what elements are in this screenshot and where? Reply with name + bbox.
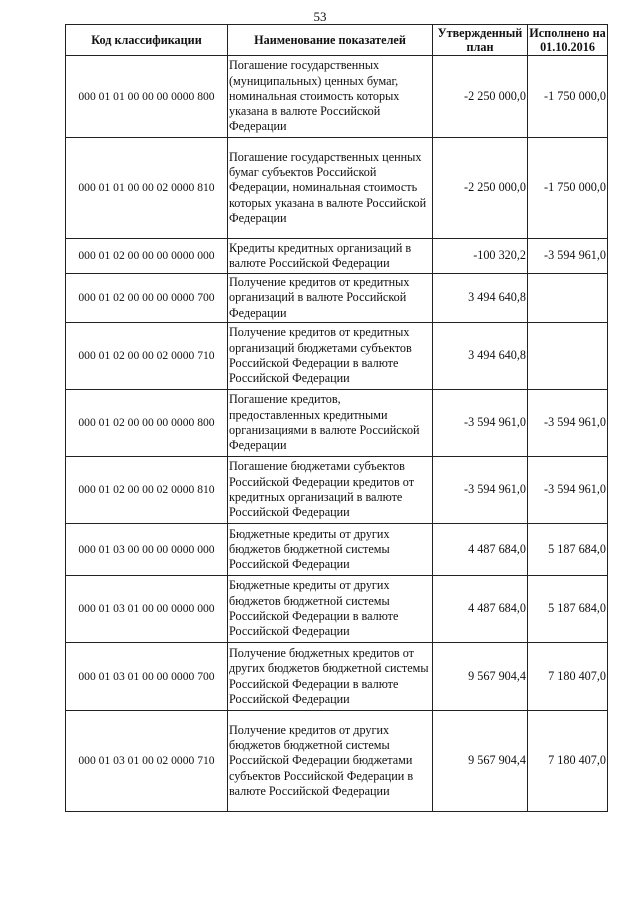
row-code: 000 01 01 00 00 02 0000 810 xyxy=(66,138,228,239)
row-done: -3 594 961,0 xyxy=(528,457,608,524)
row-code: 000 01 02 00 00 02 0000 810 xyxy=(66,457,228,524)
budget-table xyxy=(65,24,608,812)
table-row xyxy=(66,274,608,323)
row-done: -3 594 961,0 xyxy=(528,390,608,457)
row-done: 7 180 407,0 xyxy=(528,711,608,812)
row-name: Получение бюджетных кредитов от других бюджетов бюджетной системы Российской Федерации в валюте Российской Федерации xyxy=(228,643,433,711)
header-name: Наименование показателей xyxy=(228,25,433,56)
row-name: Погашение бюджетами субъектов Российской Федерации кредитов от кредитных организаций в валюте Российской Федерации xyxy=(228,457,433,524)
row-plan: -3 594 961,0 xyxy=(433,457,528,524)
header-plan: Утвержденный план xyxy=(433,25,528,56)
table-row xyxy=(66,323,608,390)
row-name: Кредиты кредитных организаций в валюте Российской Федерации xyxy=(228,239,433,274)
row-plan: 9 567 904,4 xyxy=(433,711,528,812)
row-plan: 4 487 684,0 xyxy=(433,576,528,643)
row-code: 000 01 02 00 00 00 0000 700 xyxy=(66,274,228,323)
row-done xyxy=(528,323,608,390)
row-done: 7 180 407,0 xyxy=(528,643,608,711)
row-code: 000 01 03 01 00 02 0000 710 xyxy=(66,711,228,812)
table-row xyxy=(66,524,608,576)
row-name: Получение кредитов от кредитных организаций бюджетами субъектов Российской Федерации в валюте Российской Федерации xyxy=(228,323,433,390)
table-row xyxy=(66,576,608,643)
row-plan: -2 250 000,0 xyxy=(433,56,528,138)
row-code: 000 01 02 00 00 00 0000 000 xyxy=(66,239,228,274)
row-code: 000 01 01 00 00 00 0000 800 xyxy=(66,56,228,138)
row-plan: 3 494 640,8 xyxy=(433,323,528,390)
header-code: Код классификации xyxy=(66,25,228,56)
row-plan: 9 567 904,4 xyxy=(433,643,528,711)
row-plan: 4 487 684,0 xyxy=(433,524,528,576)
table-row xyxy=(66,239,608,274)
row-name: Погашение государственных (муниципальных) ценных бумаг, номинальная стоимость которых указана в валюте Российской Федерации xyxy=(228,56,433,138)
row-done xyxy=(528,274,608,323)
row-code: 000 01 03 00 00 00 0000 000 xyxy=(66,524,228,576)
table-row xyxy=(66,390,608,457)
row-done: -1 750 000,0 xyxy=(528,56,608,138)
row-code: 000 01 03 01 00 00 0000 000 xyxy=(66,576,228,643)
table-row xyxy=(66,457,608,524)
row-plan: -2 250 000,0 xyxy=(433,138,528,239)
row-code: 000 01 03 01 00 00 0000 700 xyxy=(66,643,228,711)
row-name: Погашение кредитов, предоставленных кредитными организациями в валюте Российской Федерации xyxy=(228,390,433,457)
row-done: 5 187 684,0 xyxy=(528,524,608,576)
row-name: Получение кредитов от других бюджетов бюджетной системы Российской Федерации бюджетами субъектов Российской Федерации в валюте Российской Федерации xyxy=(228,711,433,812)
row-name: Погашение государственных ценных бумаг субъектов Российской Федерации, номинальная стоимость которых указана в валюте Российской Федерации xyxy=(228,138,433,239)
page-number: 53 xyxy=(313,9,327,24)
row-name: Бюджетные кредиты от других бюджетов бюджетной системы Российской Федерации xyxy=(228,524,433,576)
row-name: Бюджетные кредиты от других бюджетов бюджетной системы Российской Федерации в валюте Российской Федерации xyxy=(228,576,433,643)
row-plan: -100 320,2 xyxy=(433,239,528,274)
table-row xyxy=(66,56,608,138)
row-code: 000 01 02 00 00 02 0000 710 xyxy=(66,323,228,390)
row-done: -1 750 000,0 xyxy=(528,138,608,239)
row-plan: 3 494 640,8 xyxy=(433,274,528,323)
row-code: 000 01 02 00 00 00 0000 800 xyxy=(66,390,228,457)
row-done: 5 187 684,0 xyxy=(528,576,608,643)
header-done: Исполнено на 01.10.2016 xyxy=(529,26,606,54)
table-header-row xyxy=(66,25,608,56)
row-done: -3 594 961,0 xyxy=(528,239,608,274)
table-row xyxy=(66,711,608,812)
row-name: Получение кредитов от кредитных организаций в валюте Российской Федерации xyxy=(228,274,433,323)
row-plan: -3 594 961,0 xyxy=(433,390,528,457)
table-row xyxy=(66,138,608,239)
table-row xyxy=(66,643,608,711)
